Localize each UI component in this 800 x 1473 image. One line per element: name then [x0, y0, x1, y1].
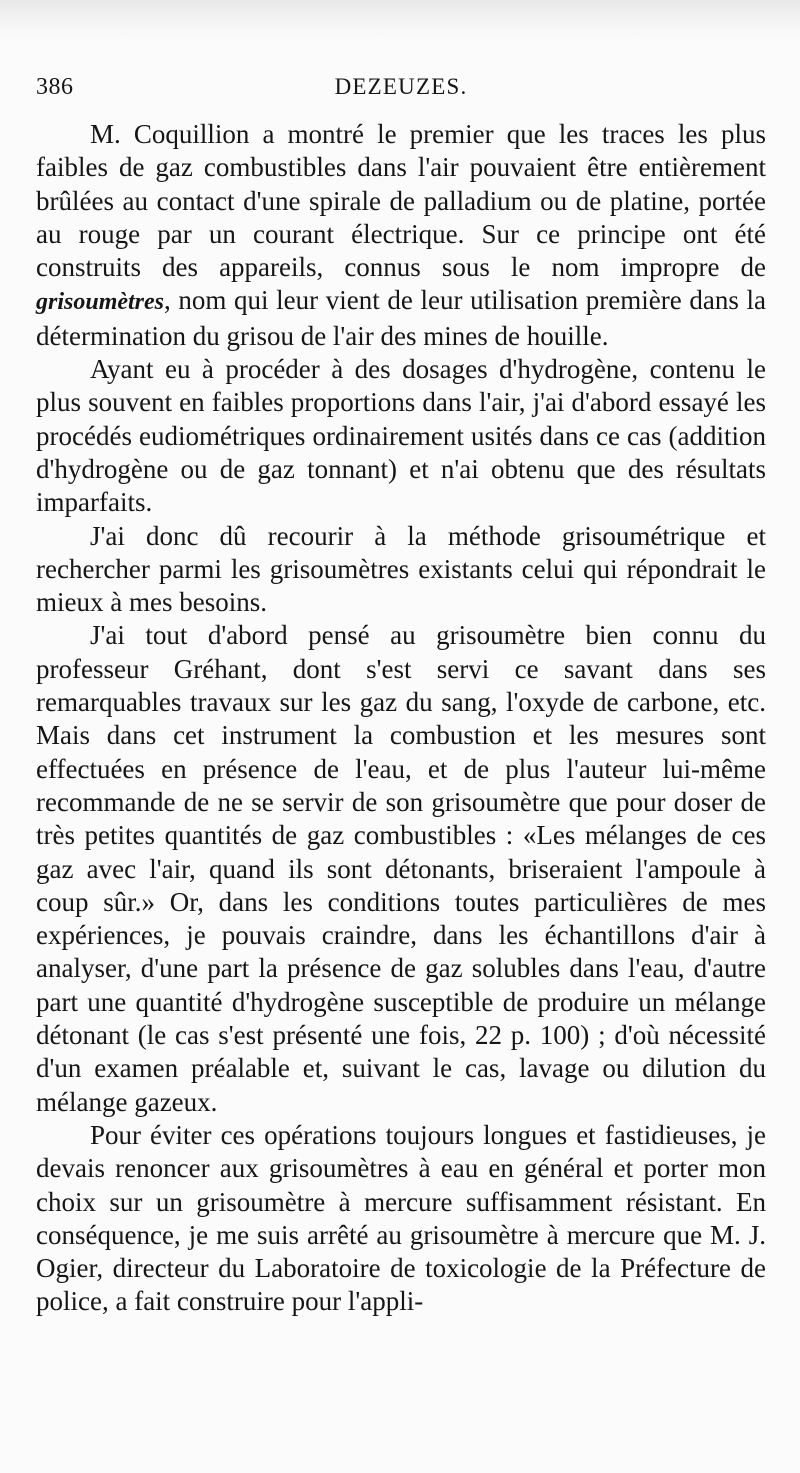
paragraph-1-text-end: , nom qui leur vient de leur utilisation première dans la détermination du grisou de l'air des mines de houille.: [36, 285, 766, 351]
running-head-author: DEZEUZES.: [334, 74, 468, 99]
paragraph-2: Ayant eu à procéder à des dosages d'hydrogène, contenu le plus souvent en faibles proportions dans l'air, j'ai d'abord essayé les procédés eudiométriques ordinairement usités dans ce cas (addition d'hydrogène ou de gaz tonnant) et n'ai obtenu que des résultats imparfaits.: [36, 354, 766, 518]
page-top-edge: [0, 0, 800, 38]
body-text: [36, 118, 766, 1319]
paragraph-4: J'ai tout d'abord pensé au grisoumètre bien connu du professeur Gréhant, dont s'est servi ce savant dans ses remarquables travaux sur les gaz du sang, l'oxyde de carbone, etc. Mais dans cet instrument la combustion et les mesures sont effectuées en présence de l'eau, et de plus l'auteur lui-même recommande de ne se servir de son grisoumètre que pour doser de très petites quantités de gaz combustibles : «Les mélanges de ces gaz avec l'air, quand ils sont détonants, briseraient l'ampoule à coup sûr.» Or, dans les conditions toutes particulières de mes expériences, je pouvais craindre, dans les échantillons d'air à analyser, d'une part la présence de gaz solubles dans l'eau, d'autre part une quantité d'hydrogène susceptible de produire un mélange détonant (le cas s'est présenté une fois, 22 p. 100) ; d'où nécessité d'un examen préalable et, suivant le cas, lavage ou dilution du mélange gazeux.: [36, 620, 766, 1117]
paragraph-1: [36, 118, 766, 353]
running-head: [36, 74, 766, 108]
paragraph-1-italic-term: grisoumètres: [36, 289, 165, 316]
paragraph-3: J'ai donc dû recourir à la méthode grisoumétrique et rechercher parmi les grisoumètres existants celui qui répondrait le mieux à mes besoins.: [36, 520, 766, 618]
page-number: 386: [36, 74, 74, 100]
paragraph-1-text: M. Coquillion a montré le premier que les traces les plus faibles de gaz combustibles dans l'air pouvaient être entièrement brûlées au contact d'une spirale de palladium ou de platine, portée au rouge par un courant électrique. Sur ce principe ont été construits des appareils, connus sous le nom impropre de: [36, 119, 766, 283]
paragraph-5: Pour éviter ces opérations toujours longues et fastidieuses, je devais renoncer aux grisoumètres à eau en général et porter mon choix sur un grisoumètre à mercure suffisamment résistant. En conséquence, je me suis arrêté au grisoumètre à mercure que M. J. Ogier, directeur du Laboratoire de toxicologie de la Préfecture de police, a fait construire pour l'appli-: [36, 1119, 766, 1317]
